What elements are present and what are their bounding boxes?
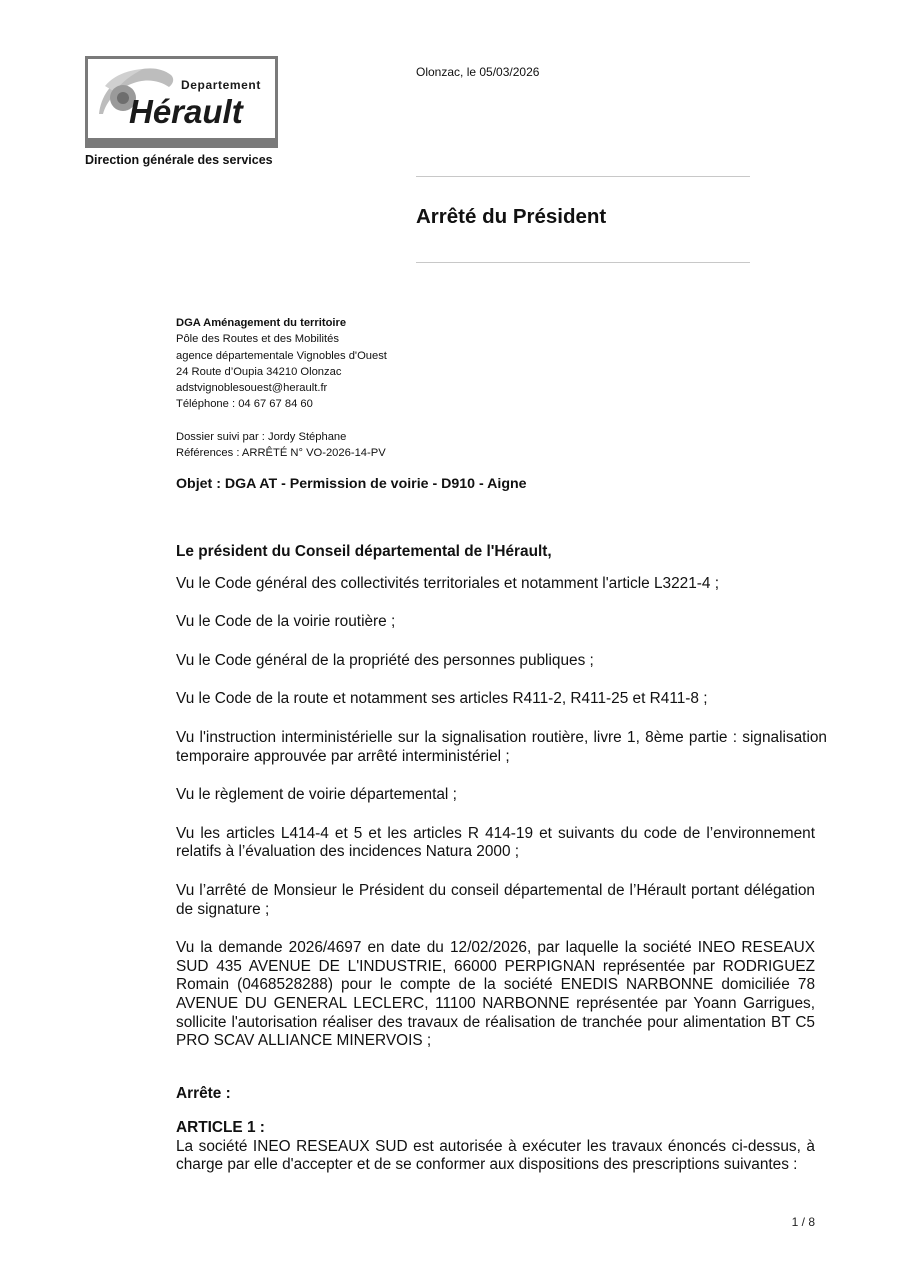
service-title: DGA Aménagement du territoire: [176, 317, 347, 329]
article-1-text: La société INEO RESEAUX SUD est autorisée à exécuter les travaux énoncés ci-dessus, à charge par elle d'accepter et de se conformer aux dispositions des prescriptions suivantes :: [176, 1137, 815, 1174]
article-1-title: ARTICLE 1 :: [176, 1119, 265, 1137]
svg-text:Departement: Departement: [181, 78, 261, 92]
title-bottom-divider: [416, 262, 750, 263]
consideration-item: Vu la demande 2026/4697 en date du 12/02/2026, par laquelle la société INEO RESEAUX SUD 435 AVENUE DE L'INDUSTRIE, 66000 PERPIGNAN représentée par RODRIGUEZ Romain (0468528288) pour le compte de la société ENEDIS NARBONNE domiciliée 78 AVENUE DU GENERAL LECLERC, 11100 NARBONNE représentée par Yoann Garrigues, sollicite l'autorisation réaliser des travaux de réalisation de tranchée pour alimentation BT C5 PRO SCAV ALLIANCE MINERVOIS ;: [176, 939, 815, 1050]
service-agency: agence départementale Vignobles d'Ouest: [176, 349, 387, 362]
consideration-item: Vu le Code de la voirie routière ;: [176, 613, 396, 631]
service-email: adstvignoblesouest@herault.fr: [176, 382, 328, 395]
herault-logo: [85, 56, 278, 148]
place-date: Olonzac, le 05/03/2026: [416, 65, 540, 79]
consideration-item: Vu l'instruction interministérielle sur la signalisation routière, livre 1, 8ème partie : signalisation temporaire approuvée par arrêté interministériel ;: [176, 728, 827, 765]
service-pole: Pôle des Routes et des Mobilités: [176, 333, 339, 346]
direction-label: Direction générale des services: [85, 153, 273, 167]
decree-body: [176, 543, 827, 1175]
service-phone: Téléphone : 04 67 67 84 60: [176, 398, 313, 411]
service-address: 24 Route d’Oupia 34210 Olonzac: [176, 365, 342, 378]
president-heading: Le président du Conseil départemental de l'Hérault,: [176, 543, 552, 560]
followed-by: Dossier suivi par : Jordy Stéphane: [176, 431, 347, 444]
svg-text:Hérault: Hérault: [129, 93, 243, 130]
subject-line: Objet : DGA AT - Permission de voirie - D910 - Aigne: [176, 476, 527, 492]
references: Références : ARRÊTÉ N° VO-2026-14-PV: [176, 447, 386, 460]
consideration-item: Vu le Code de la route et notamment ses articles R411-2, R411-25 et R411-8 ;: [176, 690, 708, 708]
document-title: Arrêté du Président: [416, 205, 607, 228]
service-block: [176, 315, 387, 462]
consideration-item: Vu le Code général des collectivités territoriales et notamment l'article L3221-4 ;: [176, 574, 720, 592]
title-top-divider: [416, 176, 750, 177]
consideration-item: Vu les articles L414-4 et 5 et les articles R 414-19 et suivants du code de l’environnement relatifs à l’évaluation des incidences Natura 2000 ;: [176, 824, 815, 861]
consideration-item: Vu l’arrêté de Monsieur le Président du conseil départemental de l’Hérault portant délégation de signature ;: [176, 881, 815, 918]
arrete-heading: Arrête :: [176, 1084, 231, 1102]
consideration-item: Vu le Code général de la propriété des personnes publiques ;: [176, 651, 594, 669]
consideration-item: Vu le règlement de voirie départemental ;: [176, 786, 457, 804]
page-number: 1 / 8: [791, 1215, 815, 1229]
